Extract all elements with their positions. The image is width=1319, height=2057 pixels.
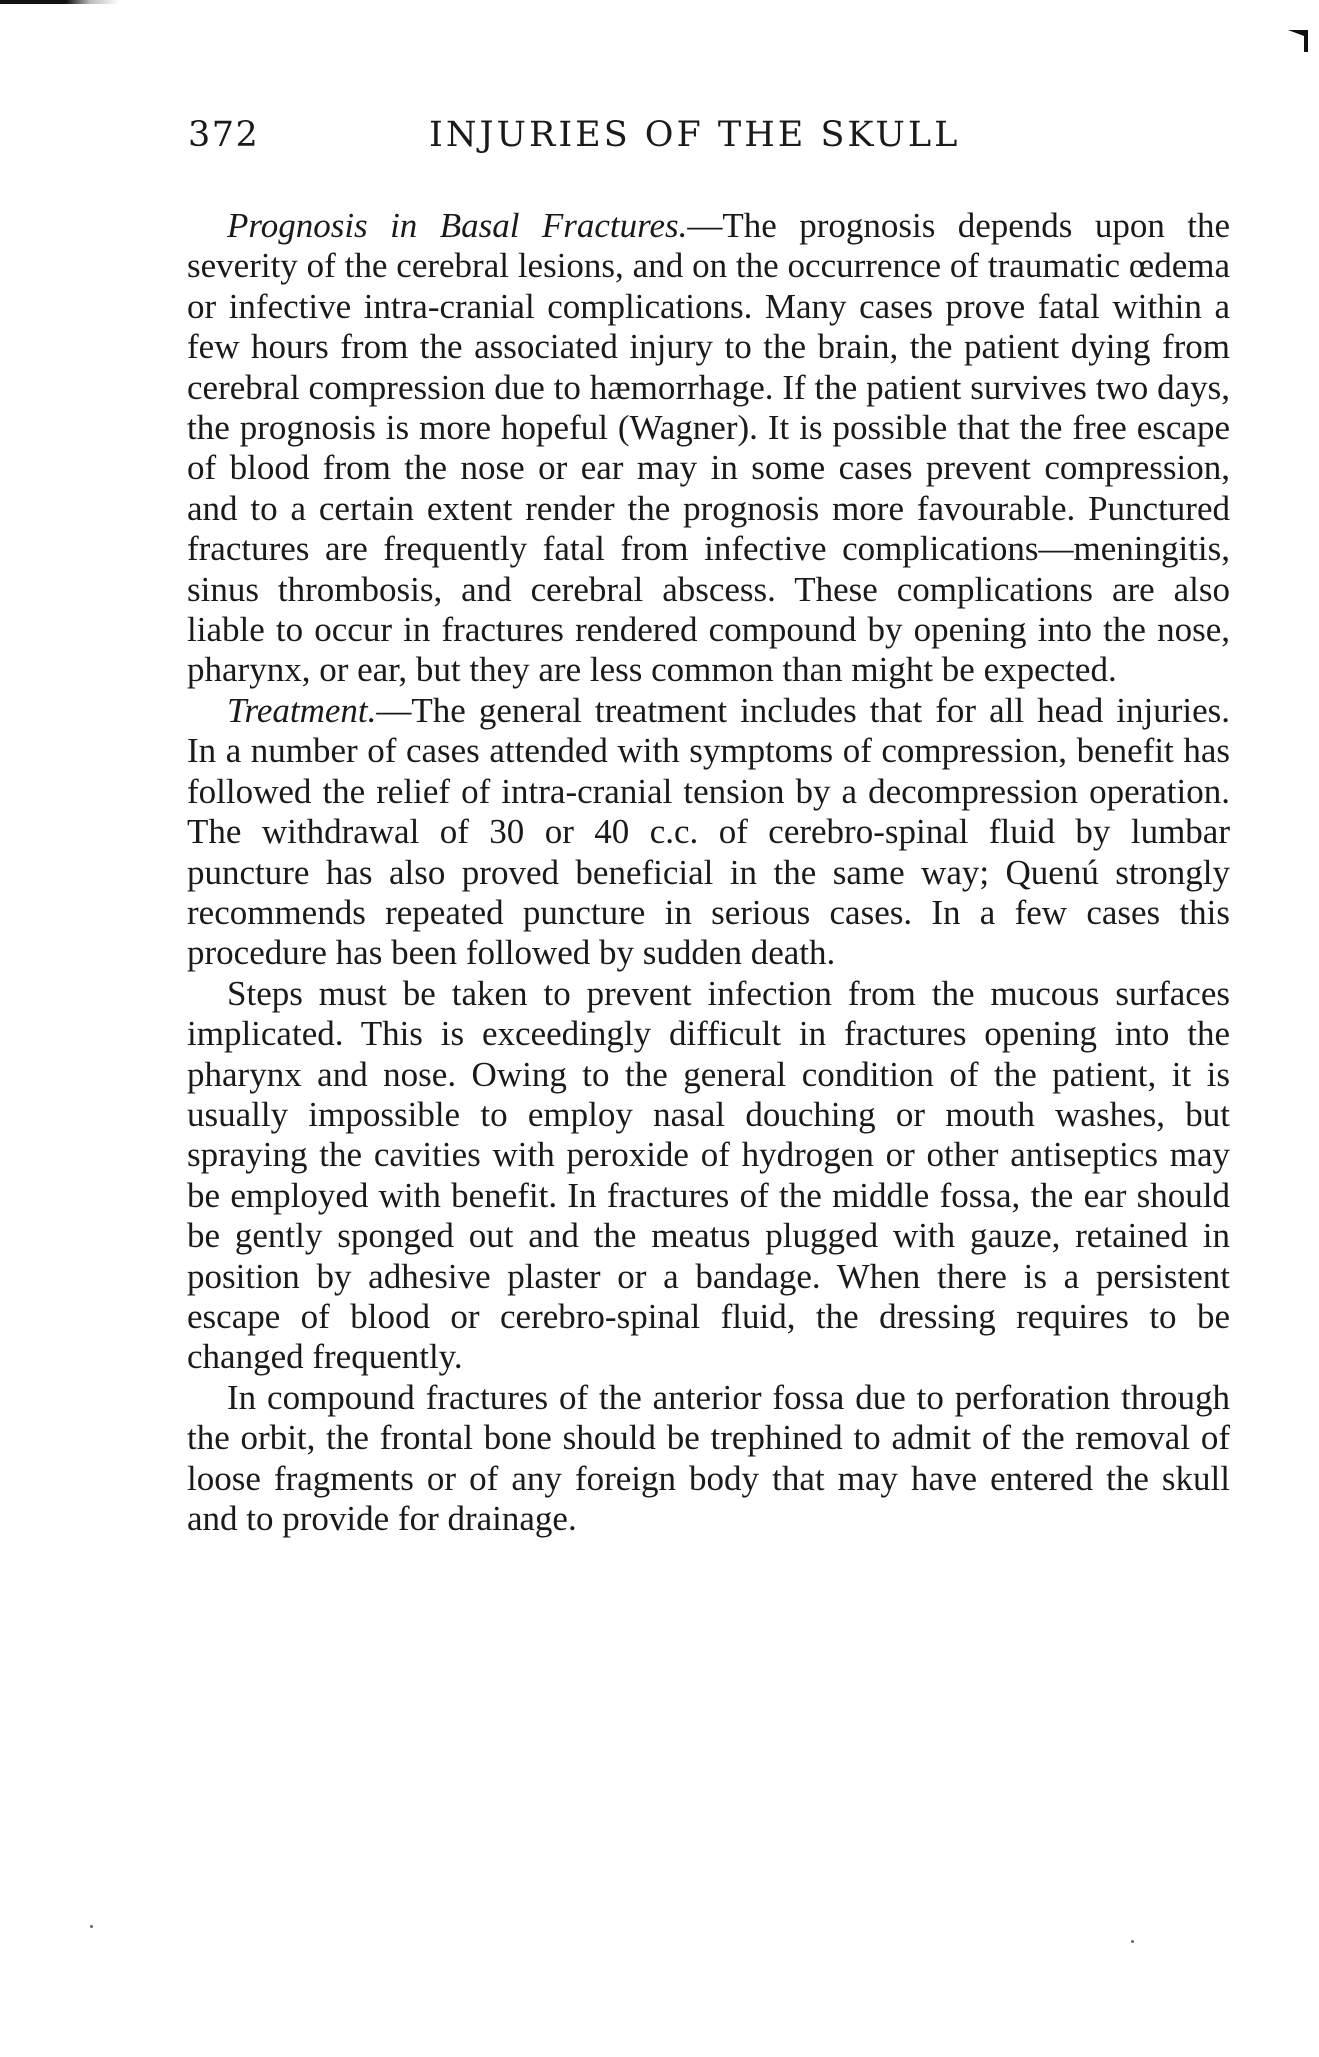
section-heading-treatment: Treatment. [227, 690, 377, 730]
scan-speck [1131, 1940, 1134, 1943]
page-header [188, 115, 1228, 161]
paragraph-text: Steps must be taken to prevent infection from the mucous surfaces implicated. This is exceedingly difficult in fractures opening into the pharynx and nose. Owing to the general condition of the patient, it is usually impossible to employ nasal douching or mouth washes, but spraying the cavities with peroxide of hydrogen or other antiseptics may be employed with benefit. In fractures of the middle fossa, the ear should be gently sponged out and the meatus plugged with gauze, retained in position by adhesive plaster or a bandage. When there is a persistent escape of blood or cerebro-spinal fluid, the dressing requires to be changed frequently. [187, 973, 1230, 1377]
page-number: 372 [188, 115, 260, 155]
section-heading-prognosis: Prognosis in Basal Fractures. [227, 206, 688, 245]
paragraph-compound-fractures [187, 1378, 1230, 1540]
paragraph-text: In compound fractures of the anterior fossa due to perforation through the orbit, the frontal bone should be trephined to admit of the removal of loose fragments or of any foreign body that may have entered the skull and to provide for drainage. [187, 1377, 1230, 1538]
paragraph-text: —The general treatment includes that for all head injuries. In a number of cases attended with symptoms of compression, benefit has followed the relief of intra-cranial tension by a decompression operation. The withdrawal of 30 or 40 c.c. of cerebro-spinal fluid by lumbar puncture has also proved beneficial in the same way; Quenú strongly recommends repeated puncture in serious cases. In a few cases this procedure has been followed by sudden death. [187, 690, 1230, 973]
paragraph-infection [187, 974, 1230, 1378]
scan-edge-mark [0, 0, 120, 4]
scan-speck [90, 1925, 93, 1928]
paragraph-text: —The prognosis depends upon the severity of the cerebral lesions, and on the occurrence of traumatic œdema or infective intra-cranial complications. Many cases prove fatal within a few hours from the associated injury to the brain, the patient dying from cerebral compression due to hæmorrhage. If the patient survives two days, the prognosis is more hopeful (Wagner). It is possible that the free escape of blood from the nose or ear may in some cases prevent compression, and to a certain extent render the prognosis more favourable. Punctured fractures are frequently fatal from infective complications—meningitis, sinus thrombosis, and cerebral abscess. These complications are also liable to occur in fractures rendered compound by opening into the nose, pharynx, or ear, but they are less common than might be expected. [187, 206, 1231, 690]
running-head: INJURIES OF THE SKULL [429, 115, 961, 155]
paragraph-prognosis [187, 206, 1230, 691]
paragraph-treatment [187, 691, 1230, 974]
body-text [187, 206, 1230, 1539]
corner-mark-icon [1288, 28, 1310, 54]
